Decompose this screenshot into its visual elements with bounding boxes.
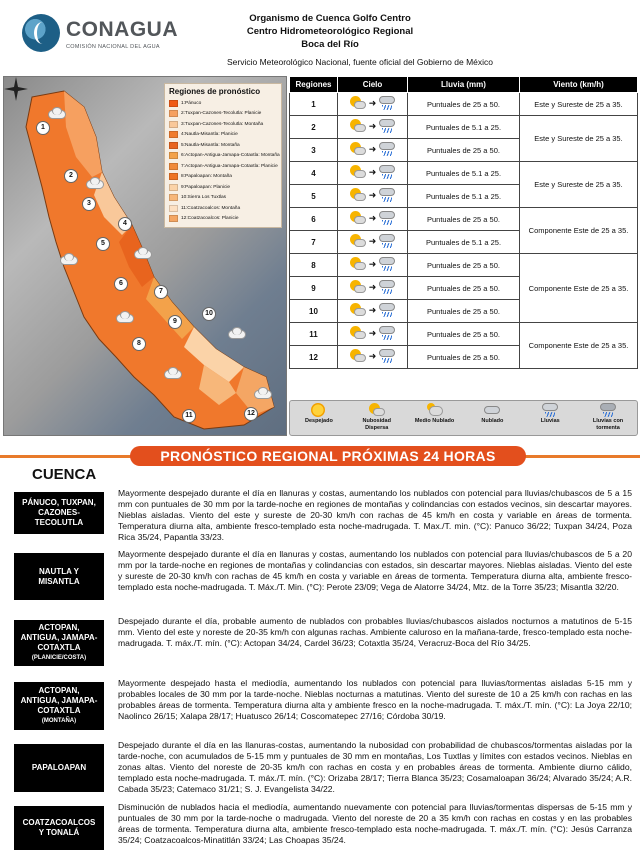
rain-cell: Puntuales de 25 a 50. [408, 208, 520, 231]
logo-name: CONAGUA [66, 18, 178, 41]
map-region-number: 1 [36, 121, 50, 135]
rain-icon [379, 257, 395, 271]
map-region-number: 11 [182, 409, 196, 423]
partly-cloudy-icon [350, 188, 366, 202]
cloud-icon [86, 177, 102, 187]
legend-swatch [169, 163, 178, 170]
sky-legend-item: Despejado [294, 403, 344, 425]
map-region-number: 3 [82, 197, 96, 211]
map-region-number: 4 [118, 217, 132, 231]
arrow-right-icon: ➜ [368, 120, 377, 131]
wind-cell: Este y Sureste de 25 a 35. [520, 93, 638, 116]
wind-cell: Componente Este de 25 a 35. [520, 208, 638, 254]
region-cell: 7 [290, 231, 338, 254]
legend-item [169, 98, 277, 109]
arrow-right-icon: ➜ [368, 143, 377, 154]
legend-item [169, 203, 277, 214]
sky-cell [338, 93, 408, 116]
legend-label: 10:Sierra Los Tuxtlas [181, 195, 227, 201]
sky-cell [338, 162, 408, 185]
cloud-icon [228, 327, 244, 337]
basin-name-line: (PLANICIE/COSTA) [31, 655, 87, 661]
basin-forecast-text: Mayormente despejado durante el día en llanuras y costas, aumentando los nublados con potencial para lluvias/chubascos de 5 a 20 mm por la tarde-noche en regiones de montañas y colindancias con estados, sin descartar mayores. Nieblas aisladas. Viento del este y sureste de 20-30 km/h con rachas de 45 km/h en costa y variable en áreas de tormenta. Temperatura diurna alta, ambiente fresco-templado esta noche-madrugada. T. Máx./T. Min. (°C): Perote 23/09; Vega de Alatorre 34/24, Mtz. de la Torre 35/23; Misantla 32/20. [118, 549, 632, 592]
cloud-icon [48, 107, 64, 117]
rain-cell: Puntuales de 25 a 50. [408, 93, 520, 116]
legend-label: 2:Tuxpan-Cazones-Tecolutla: Planicie [181, 111, 262, 117]
arrow-right-icon: ➜ [368, 350, 377, 361]
region-cell: 9 [290, 277, 338, 300]
rain-cell: Puntuales de 25 a 50. [408, 323, 520, 346]
partly-cloudy-icon [350, 257, 366, 271]
basin-row [0, 802, 640, 854]
rain-icon [379, 211, 395, 225]
partly-cloudy-icon [350, 211, 366, 225]
map-region-number: 12 [244, 407, 258, 421]
cloud-icon [134, 247, 150, 257]
sky-cell [338, 139, 408, 162]
basin-name-line: ANTIGUA, JAMAPA- [20, 696, 98, 705]
rain-icon [379, 349, 395, 363]
arrow-right-icon: ➜ [368, 235, 377, 246]
region-cell: 5 [290, 185, 338, 208]
basin-row [0, 740, 640, 796]
partly-cloudy-icon [350, 165, 366, 179]
section-banner [0, 446, 640, 466]
sky-legend-item: Lluvias con tormenta [583, 403, 633, 431]
basin-name-line: TECOLUTLA [34, 518, 84, 527]
legend-swatch [169, 194, 178, 201]
basin-forecast-text: Disminución de nublados hacia el mediodía, aumentando nuevamente con potencial para lluvias/tormentas dispersas de 5-15 mm y puntuales de 30 mm por la tarde-noche o madrugada. Viento del noreste de 20 a 35 km/h con rachas en costas y en las probables áreas de tormenta. Temperatura diurna alta, ambiente fresco-templado esta noche-madrugada. T. máx./T. mín. (°C): Jesús Carranza 35/24; Coatzacoalcos-Minatitlán 33/24; Las Choapas 35/24. [118, 802, 632, 845]
partly-cloudy-icon [350, 96, 366, 110]
partly-cloudy-icon [350, 234, 366, 248]
legend-swatch [169, 205, 178, 212]
legend-label: 3:Tuxpan-Cazones-Tecolutla: Montaña [181, 121, 264, 127]
rain-cell: Puntuales de 5.1 a 25. [408, 116, 520, 139]
basin-forecast-text: Mayormente despejado hasta el mediodía, aumentando los nublados con potencial para lluvias/tormentas aisladas 5-15 mm y probables locales de 30 mm por la tarde-noche. Nieblas nocturnas a matutinas. Viento del sureste de 10 a 25 km/h con rachas en las probables áreas de tormenta. Temperatura diurna alta y ambiente fresco en la noche-madrugada. T. máx./T. mín. (°C): La Joya 22/10; Naolinco 26/15; Xalapa 28/17; Huatusco 26/14; Coscomatepec 27/16; Córdoba 30/19. [118, 678, 632, 721]
sky-cell [338, 323, 408, 346]
legend-item [169, 151, 280, 162]
cloudy-icon [484, 403, 500, 417]
basin-name-line: NAUTLA Y [38, 566, 79, 576]
org-line-3: Boca del Río [301, 39, 359, 50]
map-region-number: 6 [114, 277, 128, 291]
legend-label: 12:Coatzacoalcos: Planicie [181, 216, 239, 222]
sky-cell [338, 346, 408, 369]
partly-cloudy-icon [350, 326, 366, 340]
col-header-cielo: Cielo [338, 77, 408, 93]
sky-cell [338, 300, 408, 323]
rain-icon [379, 234, 395, 248]
basin-name [14, 806, 104, 850]
basin-name-line: PAPALOAPAN [31, 763, 87, 772]
wind-cell: Este y Sureste de 25 a 35. [520, 116, 638, 162]
basin-row [0, 678, 640, 734]
map-region-number: 2 [64, 169, 78, 183]
table-row [290, 162, 638, 185]
sky-cell [338, 185, 408, 208]
rain-cell: Puntuales de 25 a 50. [408, 277, 520, 300]
rain-cell: Puntuales de 5.1 a 25. [408, 231, 520, 254]
arrow-right-icon: ➜ [368, 212, 377, 223]
legend-label: 6:Actopan-Antigua-Jamapa-Cotaxtla: Montaña [181, 153, 280, 159]
table-row [290, 93, 638, 116]
wind-cell: Componente Este de 25 a 35. [520, 254, 638, 323]
region-cell: 10 [290, 300, 338, 323]
legend-title: Regiones de pronóstico [169, 87, 261, 96]
map-legend [164, 83, 282, 228]
rain-icon [379, 165, 395, 179]
legend-item [169, 130, 277, 141]
basin-name-line: ANTIGUA, JAMAPA- [20, 633, 98, 642]
sky-legend-item: Medio Nublado [410, 403, 460, 425]
mostly-cloudy-icon [427, 403, 443, 417]
rain-icon [379, 303, 395, 317]
region-cell: 11 [290, 323, 338, 346]
legend-item [169, 109, 277, 120]
basin-name-line: COTAXTLA [37, 706, 81, 715]
forecast-table [289, 76, 638, 369]
basin-name-line: COATZACOALCOS [22, 818, 96, 827]
sun-icon [311, 403, 325, 417]
table-row [290, 323, 638, 346]
partly-cloudy-icon [369, 403, 385, 417]
cuenca-heading: CUENCA [32, 466, 97, 483]
legend-item [169, 214, 277, 225]
col-header-viento: Viento (km/h) [520, 77, 638, 93]
legend-item [169, 172, 277, 183]
rain-cell: Puntuales de 25 a 50. [408, 346, 520, 369]
cloud-icon [60, 253, 76, 263]
basin-row [0, 616, 640, 670]
legend-item [169, 161, 277, 172]
region-cell: 6 [290, 208, 338, 231]
banner-title: PRONÓSTICO REGIONAL PRÓXIMAS 24 HORAS [130, 446, 526, 466]
sky-cell [338, 277, 408, 300]
basin-name-line: CAZONES- [38, 508, 80, 517]
rain-icon [379, 188, 395, 202]
cloud-icon [116, 311, 132, 321]
table-row [290, 116, 638, 139]
basin-name-line: ACTOPAN, [38, 686, 80, 695]
legend-swatch [169, 131, 178, 138]
legend-label: 4:Nautla-Misantla: Planicie [181, 132, 238, 138]
legend-swatch [169, 215, 178, 222]
rain-icon [379, 280, 395, 294]
sky-cell [338, 116, 408, 139]
compass-rose-icon [4, 77, 28, 101]
arrow-right-icon: ➜ [368, 304, 377, 315]
org-line-1: Organismo de Cuenca Golfo Centro [249, 13, 411, 24]
col-header-regiones: Regiones [290, 77, 338, 93]
rain-icon [379, 142, 395, 156]
conagua-logo [22, 12, 192, 60]
basin-name [14, 492, 104, 534]
map-region-number: 5 [96, 237, 110, 251]
partly-cloudy-icon [350, 119, 366, 133]
rain-icon [542, 403, 558, 417]
table-row [290, 254, 638, 277]
legend-swatch [169, 121, 178, 128]
sky-cell [338, 254, 408, 277]
basin-name-line: PÁNUCO, TUXPAN, [22, 498, 96, 507]
wind-cell: Este y Sureste de 25 a 35. [520, 162, 638, 208]
sky-cell [338, 231, 408, 254]
partly-cloudy-icon [350, 303, 366, 317]
arrow-right-icon: ➜ [368, 327, 377, 338]
col-header-lluvia: Lluvia (mm) [408, 77, 520, 93]
partly-cloudy-icon [350, 280, 366, 294]
region-cell: 2 [290, 116, 338, 139]
wind-cell: Componente Este de 25 a 35. [520, 323, 638, 369]
map-region-number: 8 [132, 337, 146, 351]
rain-cell: Puntuales de 5.1 a 25. [408, 185, 520, 208]
legend-label: 8:Papaloapan: Montaña [181, 174, 232, 180]
legend-item [169, 140, 277, 151]
map-region-number: 9 [168, 315, 182, 329]
logo-subtitle: COMISIÓN NACIONAL DEL AGUA [66, 44, 160, 50]
basin-forecast-text: Despejado durante el día en las llanuras-costas, aumentando la nubosidad con probabilidad de chubascos/tormentas aisladas por la tarde-noche, con acumulados de 5-15 mm y puntuales de 30 mm en montañas, Los Tuxtlas y límites con estados vecinos. Nieblas en zonas altas. Viento del noreste de 20-35 km/h con rachas en costa y en probables áreas de tormenta. Ambiente diurno cálido, templado esta noche-madrugada. T. máx./T. mín. (°C): Orizaba 28/17; Tierra Blanca 35/23; Cosamaloapan 36/24; Alvarado 35/24; A.R. Cabada 35/23; Catemaco 31/21; S. J. Evangelista 34/22. [118, 740, 632, 794]
legend-swatch [169, 184, 178, 191]
sky-legend [289, 400, 638, 436]
rain-icon [379, 326, 395, 340]
basin-name [14, 682, 104, 730]
map-region-number: 10 [202, 307, 216, 321]
legend-swatch [169, 110, 178, 117]
region-cell: 3 [290, 139, 338, 162]
cloud-icon [254, 387, 270, 397]
sky-legend-item: Nublado [467, 403, 517, 425]
basin-forecast-text: Mayormente despejado durante el día en llanuras y costas, aumentando los nublados con potencial para lluvias/chubascos de 5 a 15 mm con puntuales de 30 mm por la tarde-noche en regiones de montañas y colindancias con estados vecinos, sin descartar mayores. Nieblas aisladas. Viento del este y sureste de 20-30 km/h con rachas de 45 km/h en costa y variable en áreas de tormenta. Temperatura diurna alta, ambiente fresco-templado esta noche-madrugada. T. Max./T. min. (°C): Panuco 36/22; Tuxpan 34/24, Poza Rica 35/24, Papantla 33/23. [118, 488, 632, 542]
sky-cell [338, 208, 408, 231]
legend-label: 1:Pánuco [181, 100, 202, 106]
region-cell: 12 [290, 346, 338, 369]
rain-cell: Puntuales de 25 a 50. [408, 254, 520, 277]
arrow-right-icon: ➜ [368, 166, 377, 177]
legend-swatch [169, 152, 178, 159]
basin-name [14, 553, 104, 600]
legend-label: 11:Coatzacoalcos: Montaña [181, 205, 241, 211]
basin-name-line: ACTOPAN, [38, 623, 80, 632]
forecast-region-map [3, 76, 287, 436]
arrow-right-icon: ➜ [368, 258, 377, 269]
legend-item [169, 119, 277, 130]
map-region-number: 7 [154, 285, 168, 299]
legend-swatch [169, 100, 178, 107]
water-drop-icon [22, 14, 60, 52]
basin-name [14, 620, 104, 666]
legend-swatch [169, 173, 178, 180]
legend-label: 7:Actopan-Antigua-Jamapa-Cotaxtla: Planicie [181, 163, 278, 169]
partly-cloudy-icon [350, 142, 366, 156]
basin-row [0, 549, 640, 604]
basin-forecast-text: Despejado durante el día, probable aumento de nublados con probables lluvias/chubascos aislados nocturnos a matutinos de 5-15 mm. Viento del este y noreste de 20-35 km/h con algunas rachas. Ambiente caluroso en la mañana-tarde, fresco-templado esta noche-madrugada. T. máx./T. mín. (°C): Actopan 34/24, Cardel 36/23; Cotaxtla 35/24, Veracruz-Boca del Río 34/25. [118, 616, 632, 648]
rain-cell: Puntuales de 25 a 50. [408, 300, 520, 323]
sky-legend-item: Nubosidad Dispersa [352, 403, 402, 431]
basin-name-line: MISANTLA [38, 576, 80, 586]
page-header [0, 0, 640, 74]
thunderstorm-icon [600, 403, 616, 417]
basin-name [14, 744, 104, 792]
arrow-right-icon: ➜ [368, 281, 377, 292]
table-row [290, 208, 638, 231]
arrow-right-icon: ➜ [368, 189, 377, 200]
cloud-icon [164, 367, 180, 377]
rain-icon [379, 96, 395, 110]
rain-cell: Puntuales de 25 a 50. [408, 139, 520, 162]
region-cell: 1 [290, 93, 338, 116]
partly-cloudy-icon [350, 349, 366, 363]
basin-name-line: COTAXTLA [37, 643, 81, 652]
legend-item [169, 182, 277, 193]
basin-name-line: (MONTAÑA) [41, 718, 77, 724]
basin-row [0, 488, 640, 542]
legend-label: 5:Nautla-Misantla: Montaña [181, 142, 240, 148]
region-cell: 8 [290, 254, 338, 277]
arrow-right-icon: ➜ [368, 97, 377, 108]
org-line-2: Centro Hidrometeorológico Regional [246, 26, 414, 37]
basin-name-line: Y TONALÁ [38, 828, 80, 837]
service-subtitle: Servicio Meteorológico Nacional, fuente oficial del Gobierno de México [226, 57, 493, 67]
rain-cell: Puntuales de 5.1 a 25. [408, 162, 520, 185]
legend-swatch [169, 142, 178, 149]
rain-icon [379, 119, 395, 133]
sky-legend-item: Lluvias [525, 403, 575, 425]
organization-title [200, 12, 460, 51]
legend-label: 9:Papaloapan: Planicie [181, 184, 231, 190]
legend-item [169, 193, 277, 204]
region-cell: 4 [290, 162, 338, 185]
